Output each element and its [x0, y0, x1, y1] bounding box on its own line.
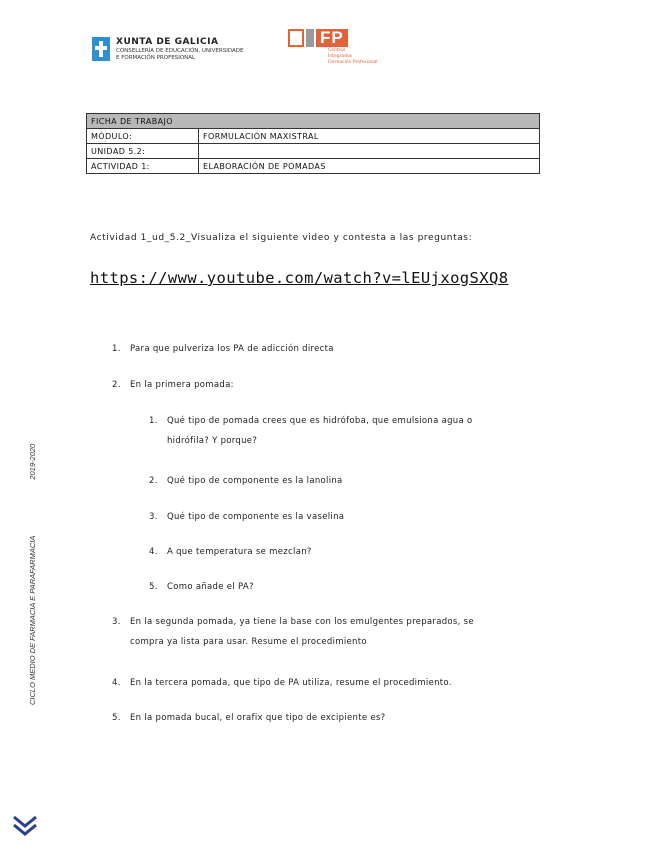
- question-2-2: 2. Qué tipo de componente es la lanolina: [149, 476, 343, 486]
- video-link[interactable]: https://www.youtube.com/watch?v=lEUjxogSXQ8: [90, 269, 509, 287]
- ficha-value: ELABORACIÓN DE POMADAS: [199, 159, 540, 174]
- question-2-4: 4. A que temperatura se mezclan?: [149, 547, 312, 557]
- chevron-down-icon: [12, 814, 38, 838]
- ficha-row: [87, 144, 540, 159]
- sidebar-course-label: [28, 444, 37, 705]
- ficha-row: [87, 159, 540, 174]
- xunta-logo: [92, 37, 243, 61]
- ficha-value: FORMULACIÓN MAXISTRAL: [199, 129, 540, 144]
- cifp-fp-text: FP: [316, 29, 348, 47]
- xunta-title: XUNTA DE GALICIA: [116, 37, 219, 47]
- ficha-label: ACTIVIDAD 1:: [87, 159, 199, 174]
- xunta-subtitle-2: E FORMACIÓN PROFESIONAL: [116, 54, 196, 61]
- question-2-1: 1. Qué tipo de pomada crees que es hidrófoba, que emulsiona agua o hidrófila? Y porque?: [149, 416, 473, 446]
- cifp-logo: [288, 29, 378, 65]
- cifp-i-shape-icon: [306, 29, 314, 47]
- xunta-emblem-icon: [92, 37, 110, 61]
- cifp-subtitle-2: Integrados: [328, 54, 353, 59]
- ficha-label: UNIDAD 5.2:: [87, 144, 199, 159]
- question-2: 2. En la primera pomada:: [112, 380, 234, 390]
- ficha-row: [87, 129, 540, 144]
- ficha-value: [199, 144, 540, 159]
- question-4: 4. En la tercera pomada, que tipo de PA utiliza, resume el procedimiento.: [112, 678, 452, 688]
- question-2-5: 5. Como añade el PA?: [149, 582, 254, 592]
- ficha-title: FICHA DE TRABAJO: [87, 114, 540, 129]
- ficha-label: MÓDULO:: [87, 129, 199, 144]
- sidebar-year: 2019-2020: [28, 443, 37, 480]
- question-1: 1. Para que pulveriza los PA de adicción directa: [112, 344, 334, 354]
- activity-instructions: Actividad 1_ud_5.2_Visualiza el siguiente video y contesta a las preguntas:: [90, 233, 473, 243]
- sidebar-course: CICLO MEDIO DE FARMACIA E PARAFARMACIA: [28, 535, 37, 705]
- ficha-header-row: [87, 114, 540, 129]
- xunta-subtitle-1: CONSELLERÍA DE EDUCACIÓN, UNIVERSIDADE: [116, 48, 244, 54]
- question-3: 3. En la segunda pomada, ya tiene la base con los emulgentes preparados, se compra ya lista para usar. Resume el procedimiento: [112, 617, 474, 647]
- cifp-subtitle-3: Formación Profesional: [328, 60, 378, 65]
- ficha-table: [86, 113, 540, 174]
- cifp-c-shape-icon: [288, 29, 304, 47]
- question-2-3: 3. Qué tipo de componente es la vaselina: [149, 512, 345, 522]
- question-5: 5. En la pomada bucal, el orafix que tipo de excipiente es?: [112, 713, 386, 723]
- cifp-subtitle-1: Centros: [328, 48, 346, 53]
